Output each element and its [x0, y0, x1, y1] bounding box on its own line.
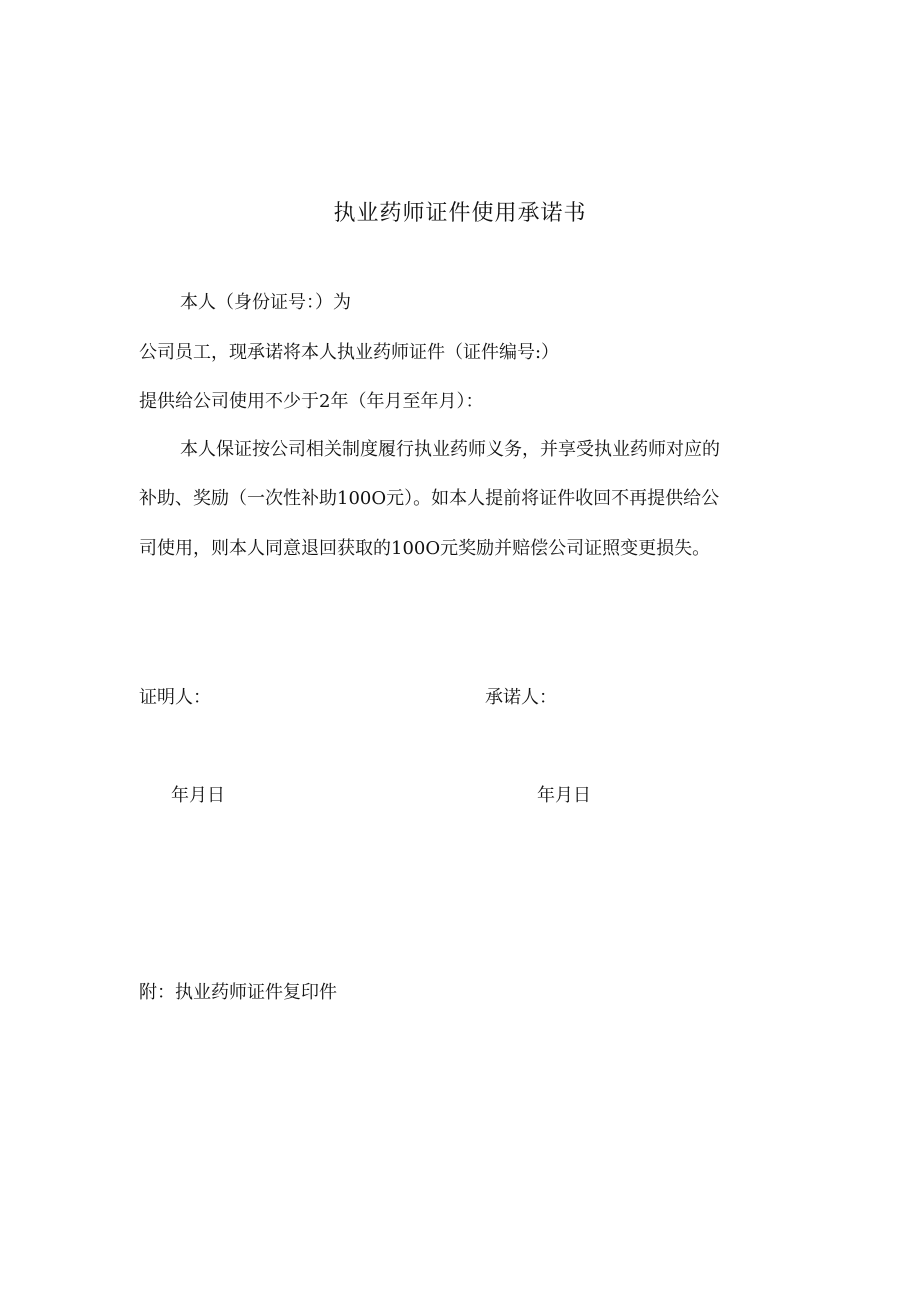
promiser-date: 年月日 — [537, 785, 591, 806]
body-line-certificate-number: 公司员工，现承诺将本人执业药师证件（证件编号:） — [139, 342, 560, 363]
witness-date: 年月日 — [171, 785, 225, 806]
body-line-obligation: 本人保证按公司相关制度履行执业药师义务，并享受执业药师对应的 — [180, 439, 720, 460]
document-title: 执业药师证件使用承诺书 — [333, 201, 587, 226]
body-line-subsidy: 补助、奖励（一次性补助100O元）。如本人提前将证件收回不再提供给公 — [139, 488, 720, 509]
attachment-note: 附：执业药师证件复印件 — [139, 982, 337, 1003]
promiser-label: 承诺人： — [485, 687, 557, 708]
body-line-usage-period: 提供给公司使用不少于2年（年月至年月）： — [139, 391, 484, 412]
witness-label: 证明人： — [139, 687, 211, 708]
body-line-id-number: 本人（身份证号：）为 — [180, 292, 351, 313]
body-line-refund: 司使用，则本人同意退回获取的100O元奖励并赔偿公司证照变更损失。 — [139, 538, 711, 559]
